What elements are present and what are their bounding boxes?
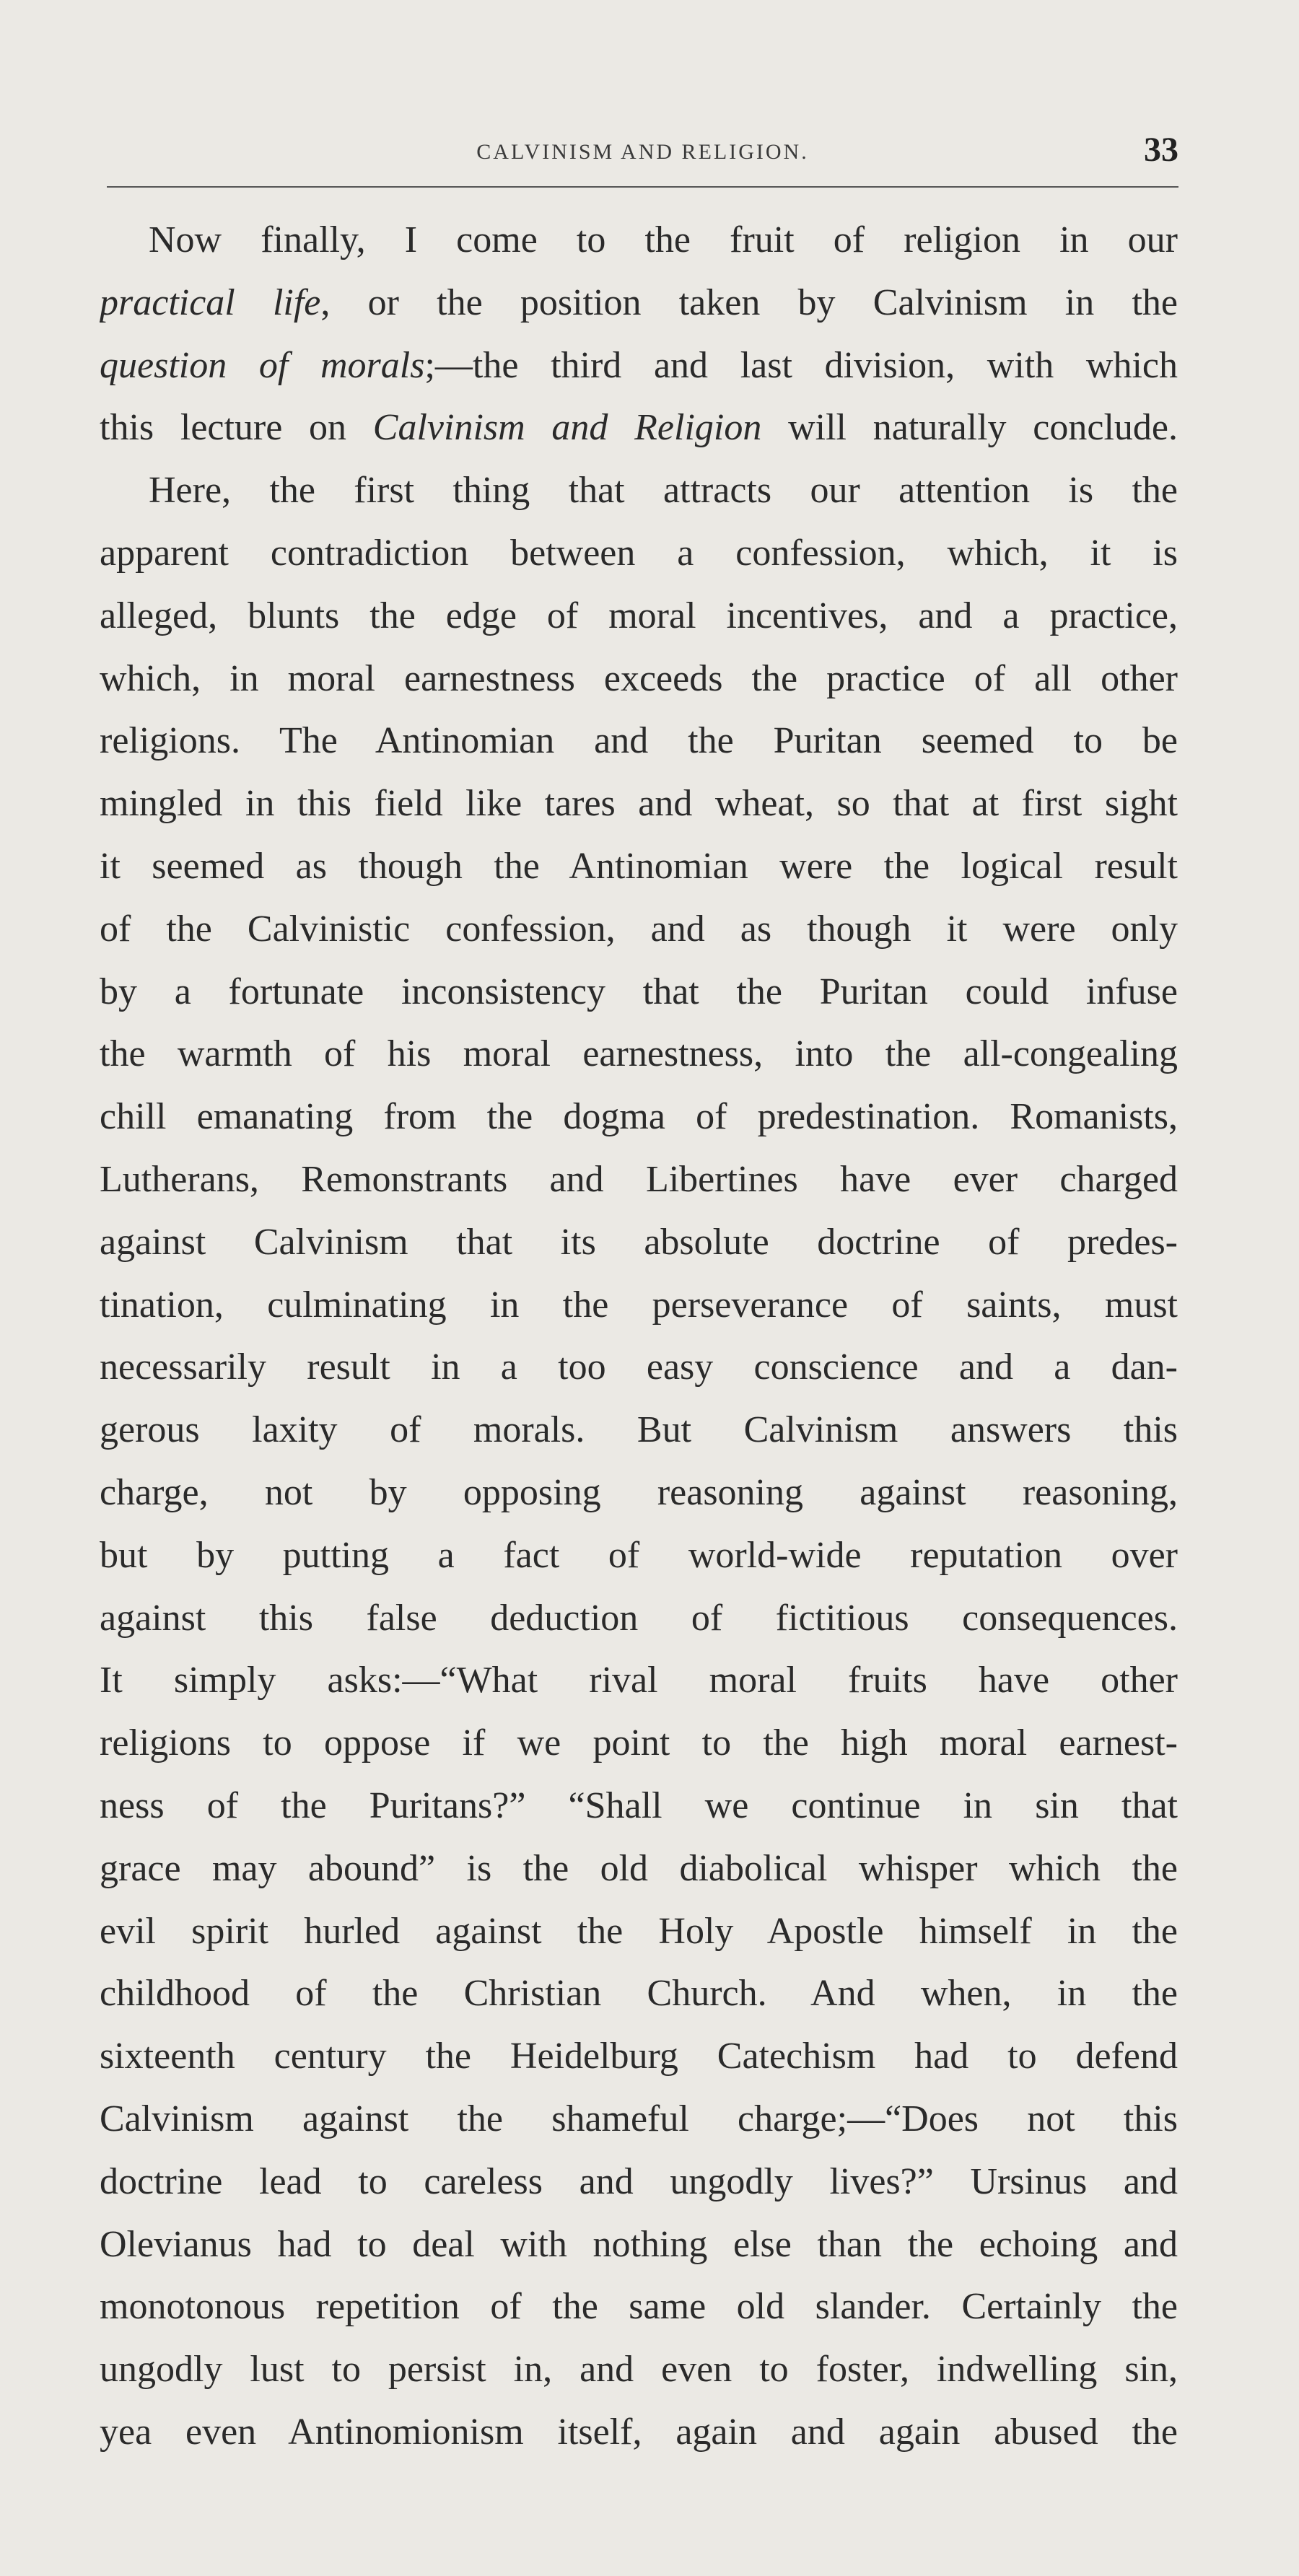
text-span: which, in moral earnestness exceeds the practice of all other [100, 657, 1178, 699]
text-line [100, 1023, 1178, 1086]
text-line [100, 961, 1178, 1024]
text-line [100, 1838, 1178, 1901]
text-line [100, 1336, 1178, 1399]
text-span: grace may abound” is the old diabolical whisper which the [100, 1847, 1178, 1889]
text-span: childhood of the Christian Church. And when, in the [100, 1973, 1178, 2015]
text-span: sixteenth century the Heidelburg Catechism had to defend [100, 2036, 1178, 2077]
text-span: Calvinism against the shameful charge;—“Does not this [100, 2098, 1178, 2139]
text-line [100, 2088, 1178, 2151]
text-span: ;—the third and last division, with which [424, 344, 1178, 386]
text-line [100, 2151, 1178, 2214]
text-span: , or the position taken by Calvinism in the [320, 281, 1178, 323]
text-span: the warmth of his moral earnestness, into the all-congealing [100, 1033, 1178, 1075]
running-head-title: CALVINISM AND RELIGION. [476, 140, 809, 164]
text-line [100, 2025, 1178, 2088]
text-line [100, 272, 1178, 335]
body-text [100, 209, 1178, 2464]
text-span: against this false deduction of fictitious consequences. [100, 1597, 1178, 1639]
text-line [100, 585, 1178, 648]
text-line [100, 836, 1178, 898]
text-span: Olevianus had to deal with nothing else than the echoing and [100, 2223, 1178, 2265]
text-span: Here, the first thing that attracts our attention is the [149, 470, 1178, 512]
page-number: 33 [1144, 131, 1178, 169]
text-line [100, 1274, 1178, 1337]
text-line [100, 2214, 1178, 2277]
text-span: by a fortunate inconsistency that the Puritan could infuse [100, 971, 1178, 1012]
text-span: chill emanating from the dogma of predestination. Romanists, [100, 1096, 1178, 1138]
text-line [100, 648, 1178, 711]
text-line [100, 522, 1178, 585]
text-span: mingled in this field like tares and wheat, so that at first sight [100, 783, 1178, 825]
text-span: charge, not by opposing reasoning against reasoning, [100, 1471, 1178, 1513]
text-span: tination, culminating in the perseverance of saints, must [100, 1284, 1178, 1326]
text-span: evil spirit hurled against the Holy Apostle himself in the [100, 1910, 1178, 1952]
text-span: religions. The Antinomian and the Puritan seemed to be [100, 720, 1178, 762]
text-span: this lecture on [100, 407, 373, 449]
text-span: gerous laxity of morals. But Calvinism answers this [100, 1409, 1178, 1451]
text-line [100, 1587, 1178, 1650]
text-line [100, 1901, 1178, 1963]
text-span: of the Calvinistic confession, and as though it were only [100, 908, 1178, 950]
text-line [100, 397, 1178, 460]
text-line [100, 710, 1178, 773]
text-line [100, 2339, 1178, 2401]
running-head [107, 131, 1178, 188]
text-line [100, 1775, 1178, 1838]
text-line [100, 2401, 1178, 2464]
text-span: doctrine lead to careless and ungodly lives?” Ursinus and [100, 2160, 1178, 2202]
text-line [100, 1399, 1178, 1462]
text-line [100, 1212, 1178, 1274]
italic-text: practical life [100, 281, 321, 323]
text-line [100, 1963, 1178, 2025]
text-span: ness of the Puritans?” “Shall we continue in sin that [100, 1784, 1178, 1826]
text-line [100, 1650, 1178, 1712]
text-span: against Calvinism that its absolute doctrine of predes- [100, 1221, 1178, 1263]
text-span: alleged, blunts the edge of moral incentives, and a practice, [100, 595, 1178, 636]
text-line [100, 773, 1178, 836]
text-line [100, 209, 1178, 272]
text-line [100, 1525, 1178, 1587]
text-line [100, 335, 1178, 398]
text-span: but by putting a fact of world-wide reputation over [100, 1534, 1178, 1576]
text-span: apparent contradiction between a confession, which, it is [100, 532, 1178, 574]
text-line [100, 1086, 1178, 1149]
text-line [100, 1712, 1178, 1775]
text-span: will naturally conclude. [761, 407, 1178, 449]
text-line [100, 460, 1178, 522]
text-span: It simply asks:—“What rival moral fruits have other [100, 1660, 1178, 1701]
text-span: ungodly lust to persist in, and even to foster, indwelling sin, [100, 2349, 1178, 2391]
text-span: Now finally, I come to the fruit of religion in our [149, 219, 1178, 260]
text-span: it seemed as though the Antinomian were the logical result [100, 845, 1178, 887]
text-line [100, 898, 1178, 961]
text-span: monotonous repetition of the same old slander. Certainly the [100, 2286, 1178, 2328]
text-span: religions to oppose if we point to the high moral earnest- [100, 1722, 1178, 1764]
italic-text: Calvinism and Religion [372, 407, 762, 449]
text-line [100, 1462, 1178, 1525]
text-span: yea even Antinomionism itself, again and again abused the [100, 2411, 1178, 2453]
text-line [100, 1149, 1178, 1212]
italic-text: question of morals [100, 344, 425, 386]
text-span: necessarily result in a too easy conscience and a dan- [100, 1346, 1178, 1388]
text-span: Lutherans, Remonstrants and Libertines have ever charged [100, 1158, 1178, 1200]
text-line [100, 2276, 1178, 2339]
